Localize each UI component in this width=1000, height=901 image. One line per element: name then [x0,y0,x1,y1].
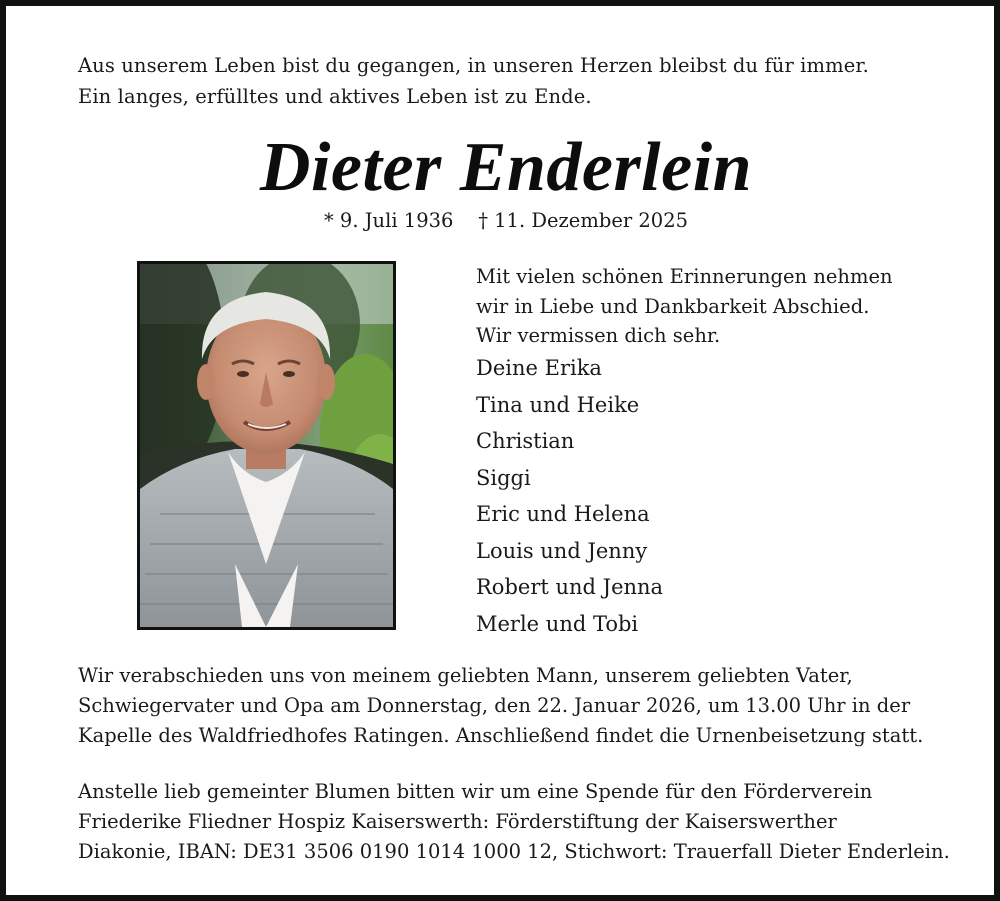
message-line: Wir vermissen dich sehr. [476,324,721,347]
funeral-details [78,661,968,751]
life-dates: * 9. Juli 1936 † 11. Dezember 2025 [323,209,689,232]
donation-line: Friederike Fliedner Hospiz Kaiserswerth: Förderstiftung der Kaiserswerther [78,810,837,833]
family-member: Robert und Jenna [476,575,664,599]
family-member: Tina und Heike [476,392,640,417]
message-line: wir in Liebe und Dankbarkeit Abschied. [476,294,870,318]
funeral-line: Kapelle des Waldfriedhofes Ratingen. Anschließend findet die Urnenbeisetzung statt. [78,724,924,747]
family-member: Merle und Tobi [476,611,639,636]
family-list [476,350,946,642]
intro-verse [78,50,958,112]
portrait-photo [137,261,396,630]
funeral-line: Schwiegervater und Opa am Donnerstag, den 22. Januar 2026, um 13.00 Uhr in der [78,694,911,717]
family-member: Deine Erika [476,356,602,380]
farewell-message [476,262,946,351]
family-member: Siggi [476,465,531,490]
portrait-illustration [140,264,393,627]
donation-request [78,777,968,867]
funeral-line: Wir verabschieden uns von meinem geliebten Mann, unserem geliebten Vater, [78,664,853,687]
family-member: Christian [476,429,575,453]
message-line: Mit vielen schönen Erinnerungen nehmen [476,265,893,288]
deceased-name: Dieter Enderlein [259,129,753,206]
family-member: Eric und Helena [476,502,650,526]
donation-line: Diakonie, IBAN: DE31 3506 0190 1014 1000 12, Stichwort: Trauerfall Dieter Enderlein. [78,840,950,863]
intro-line-1: Aus unserem Leben bist du gegangen, in unseren Herzen bleibst du für immer. [78,54,869,77]
donation-line: Anstelle lieb gemeinter Blumen bitten wir um eine Spende für den Förderverein [78,780,873,803]
intro-line-2: Ein langes, erfülltes und aktives Leben ist zu Ende. [78,85,592,108]
family-member: Louis und Jenny [476,538,648,563]
